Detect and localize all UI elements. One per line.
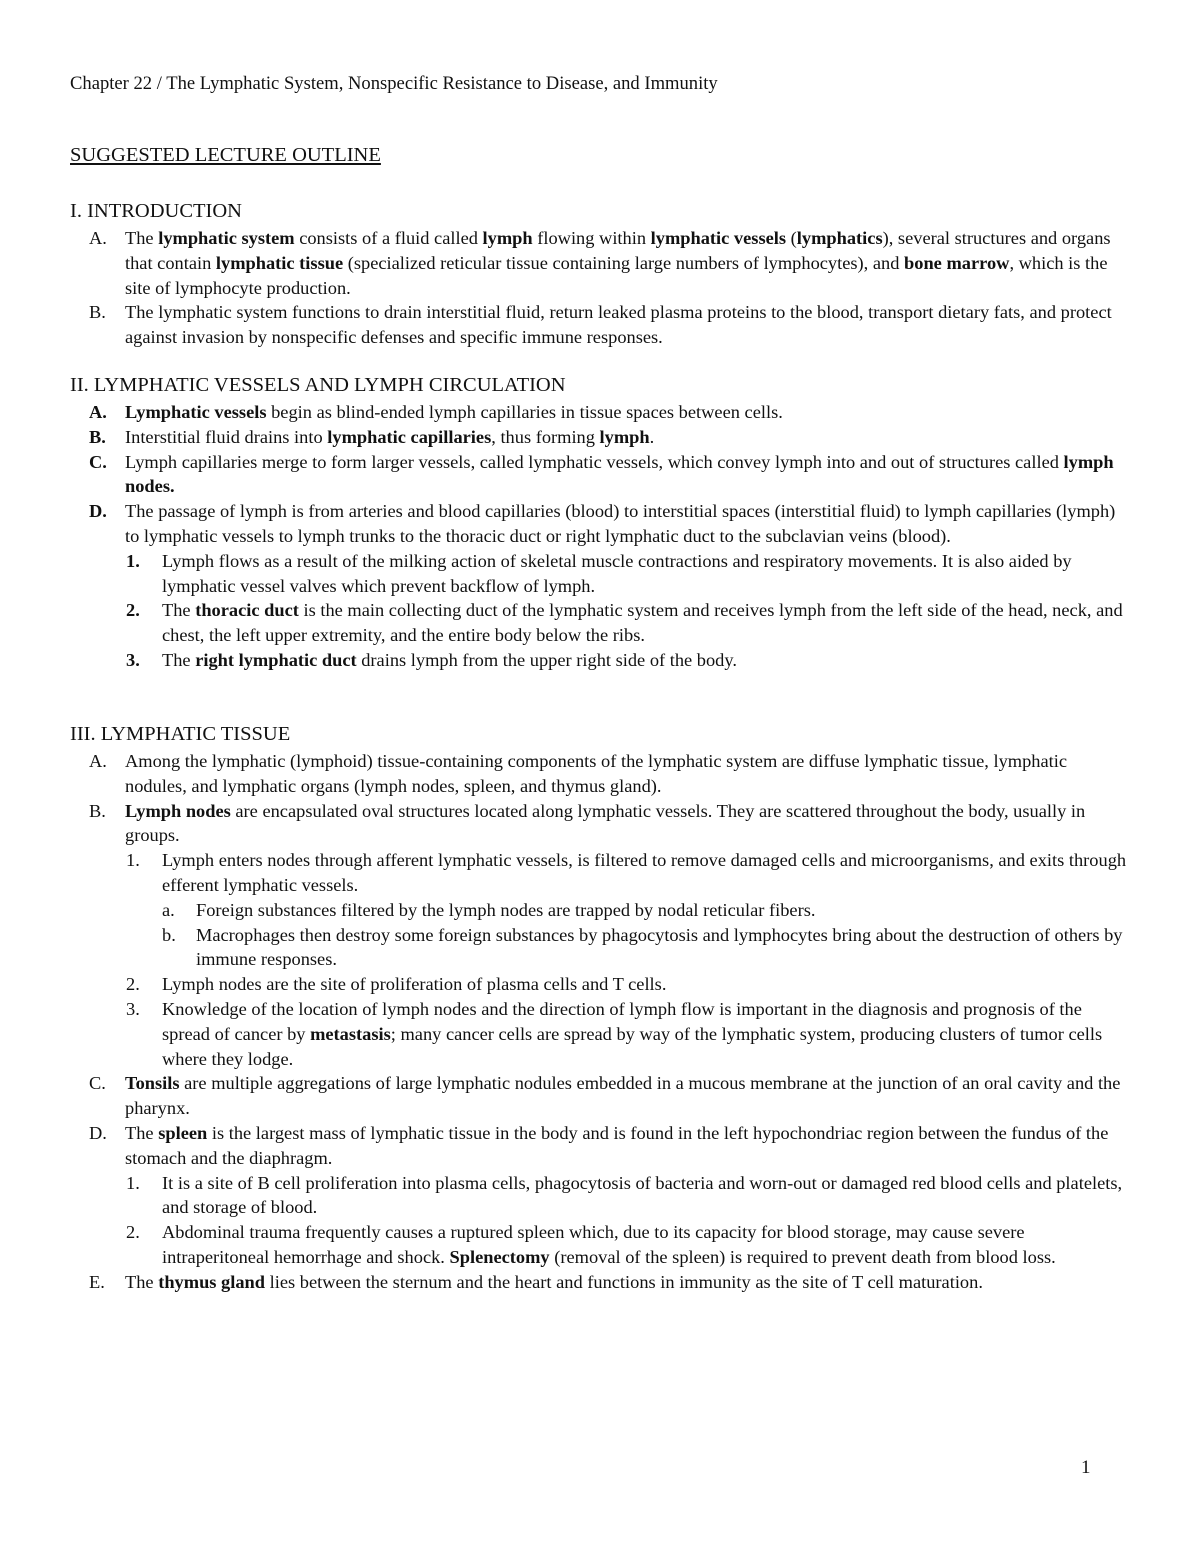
section-introduction bbox=[70, 198, 1130, 350]
item-text: The lymphatic system functions to drain interstitial fluid, return leaked plasma proteins to the blood, transport dietary fats, and protect against invasion by nonspecific defenses and specific immune responses. bbox=[125, 302, 1112, 348]
item-marker: 1. bbox=[126, 850, 140, 871]
item-text: Foreign substances filtered by the lymph nodes are trapped by nodal reticular fibers. bbox=[196, 899, 816, 920]
item-marker: B. bbox=[89, 426, 106, 447]
outline-subitem bbox=[70, 848, 1130, 898]
item-marker: E. bbox=[89, 1271, 105, 1292]
item-text: The lymphatic system consists of a fluid called lymph flowing within lymphatic vessels (lymphatics), several structures and organs that contain lymphatic tissue (specialized reticular tissue containing large numbers of lymphocytes), and bone marrow, which is the site of lymphocyte production. bbox=[125, 228, 1111, 298]
item-text: The right lymphatic duct drains lymph from the upper right side of the body. bbox=[162, 649, 737, 670]
item-text: Lymph nodes are the site of proliferation of plasma cells and T cells. bbox=[162, 974, 667, 995]
section-heading: I. INTRODUCTION bbox=[70, 200, 242, 222]
outline-item bbox=[70, 749, 1130, 799]
outline-subitem bbox=[70, 648, 1130, 673]
outline-subsubitem bbox=[70, 898, 1130, 923]
outline-item bbox=[70, 425, 1130, 450]
outline-item bbox=[70, 226, 1130, 300]
item-text: Tonsils are multiple aggregations of large lymphatic nodules embedded in a mucous membrane at the junction of an oral cavity and the pharynx. bbox=[125, 1073, 1121, 1119]
item-text: Lymph capillaries merge to form larger vessels, called lymphatic vessels, which convey lymph into and out of structures called lymph nodes. bbox=[125, 451, 1114, 497]
page-number: 1 bbox=[1081, 1457, 1091, 1478]
item-text: Lymph nodes are encapsulated oval structures located along lymphatic vessels. They are scattered throughout the body, usually in groups. bbox=[125, 800, 1086, 846]
item-marker: 3. bbox=[126, 649, 140, 670]
item-marker: 2. bbox=[126, 974, 140, 995]
item-text: Interstitial fluid drains into lymphatic capillaries, thus forming lymph. bbox=[125, 426, 655, 447]
item-text: Lymph enters nodes through afferent lymphatic vessels, is filtered to remove damaged cells and microorganisms, and exits through efferent lymphatic vessels. bbox=[162, 850, 1127, 895]
item-marker: 2. bbox=[126, 1222, 140, 1243]
item-text: Knowledge of the location of lymph nodes and the direction of lymph flow is important in the diagnosis and prognosis of the spread of cancer by metastasis; many cancer cells are spread by way of the lymphatic system, producing clusters of tumor cells where they lodge. bbox=[162, 998, 1103, 1069]
item-marker: 1. bbox=[126, 550, 140, 571]
item-marker: C. bbox=[89, 451, 107, 472]
item-text: The spleen is the largest mass of lymphatic tissue in the body and is found in the left hypochondriac region between the fundus of the stomach and the diaphragm. bbox=[125, 1122, 1109, 1168]
outline-subsubitem bbox=[70, 923, 1130, 973]
section-heading: II. LYMPHATIC VESSELS AND LYMPH CIRCULATION bbox=[70, 374, 566, 396]
outline-subitem bbox=[70, 598, 1130, 648]
item-marker: C. bbox=[89, 1073, 106, 1094]
item-text: The passage of lymph is from arteries and blood capillaries (blood) to interstitial spaces (interstitial fluid) to lymph capillaries (lymph) to lymphatic vessels to lymph trunks to the thoracic duct or right lymphatic duct to the subclavian veins (blood). bbox=[125, 501, 1116, 546]
item-marker: 1. bbox=[126, 1172, 140, 1193]
outline-item bbox=[70, 1270, 1130, 1295]
item-marker: B. bbox=[89, 302, 106, 323]
item-text: The thymus gland lies between the sternum and the heart and functions in immunity as the site of T cell maturation. bbox=[125, 1271, 983, 1292]
outline-title: SUGGESTED LECTURE OUTLINE bbox=[70, 144, 381, 166]
outline-item bbox=[70, 300, 1130, 350]
item-text: Abdominal trauma frequently causes a ruptured spleen which, due to its capacity for blood storage, may cause severe intraperitoneal hemorrhage and shock. Splenectomy (removal of the spleen) is required to prevent death from blood loss. bbox=[162, 1222, 1056, 1267]
item-marker: A. bbox=[89, 402, 107, 422]
outline-subitem bbox=[70, 997, 1130, 1071]
outline-item bbox=[70, 1071, 1130, 1121]
outline-item bbox=[70, 799, 1130, 849]
item-marker: A. bbox=[89, 228, 107, 248]
item-text: Lymph flows as a result of the milking action of skeletal muscle contractions and respiratory movements. It is also aided by lymphatic vessel valves which prevent backflow of lymph. bbox=[162, 550, 1072, 596]
section-lymphatic-vessels bbox=[70, 372, 1130, 673]
item-text: It is a site of B cell proliferation into plasma cells, phagocytosis of bacteria and worn-out or damaged red blood cells and platelets, and storage of blood. bbox=[162, 1172, 1123, 1218]
outline-item bbox=[70, 400, 1130, 425]
outline-subitem bbox=[70, 972, 1130, 997]
item-text: Macrophages then destroy some foreign substances by phagocytosis and lymphocytes bring about the destruction of others by immune responses. bbox=[196, 924, 1123, 970]
outline-subitem bbox=[70, 1220, 1130, 1270]
outline-subitem bbox=[70, 549, 1130, 599]
item-marker: 2. bbox=[126, 600, 140, 621]
outline-item bbox=[70, 450, 1130, 500]
section-heading: III. LYMPHATIC TISSUE bbox=[70, 723, 291, 745]
item-marker: D. bbox=[89, 501, 107, 522]
outline-item bbox=[70, 1121, 1130, 1171]
item-marker: B. bbox=[89, 800, 106, 821]
running-header: Chapter 22 / The Lymphatic System, Nonspecific Resistance to Disease, and Immunity bbox=[70, 73, 718, 94]
section-lymphatic-tissue bbox=[70, 721, 1130, 1295]
item-marker: b. bbox=[162, 924, 176, 945]
item-text: Lymphatic vessels begin as blind-ended lymph capillaries in tissue spaces between cells. bbox=[125, 402, 783, 422]
item-marker: A. bbox=[89, 751, 107, 771]
outline-item bbox=[70, 499, 1130, 549]
item-text: The thoracic duct is the main collecting duct of the lymphatic system and receives lymph from the left side of the head, neck, and chest, the left upper extremity, and the entire body below the ribs. bbox=[162, 600, 1123, 646]
outline-subitem bbox=[70, 1171, 1130, 1221]
item-text: Among the lymphatic (lymphoid) tissue-containing components of the lymphatic system are diffuse lymphatic tissue, lymphatic nodules, and lymphatic organs (lymph nodes, spleen, and thymus gland). bbox=[125, 751, 1067, 796]
item-marker: D. bbox=[89, 1122, 107, 1143]
item-marker: 3. bbox=[126, 998, 140, 1019]
item-marker: a. bbox=[162, 899, 175, 920]
